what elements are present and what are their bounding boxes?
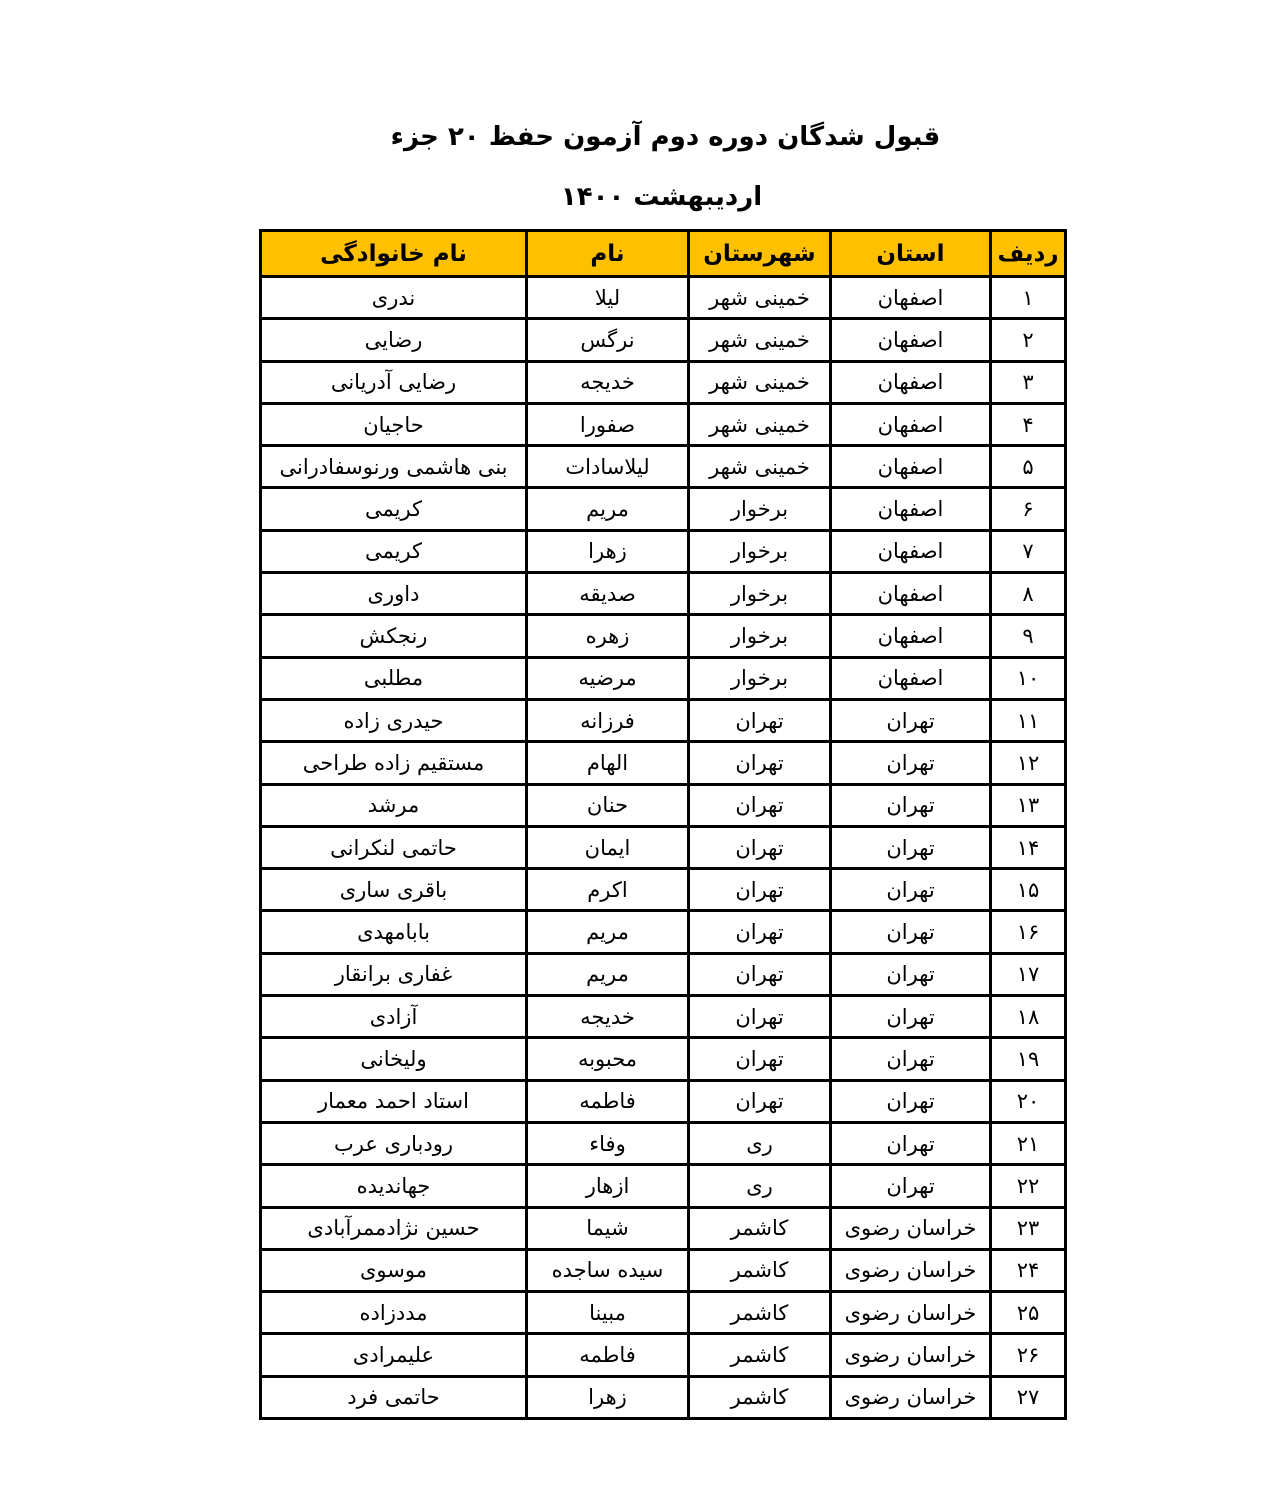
cell-last-name: داوری <box>261 573 527 615</box>
cell-first-name: فرزانه <box>527 699 689 741</box>
table-row <box>261 742 1066 784</box>
cell-row-number: ۲۳ <box>991 1207 1066 1249</box>
cell-city: تهران <box>689 996 831 1038</box>
cell-last-name: حیدری زاده <box>261 699 527 741</box>
cell-province: تهران <box>831 1122 991 1164</box>
cell-first-name: زهره <box>527 615 689 657</box>
cell-first-name: ازهار <box>527 1165 689 1207</box>
cell-province: تهران <box>831 1080 991 1122</box>
cell-province: خراسان رضوی <box>831 1207 991 1249</box>
cell-city: تهران <box>689 869 831 911</box>
table-row <box>261 784 1066 826</box>
table-row <box>261 826 1066 868</box>
table-row <box>261 1080 1066 1122</box>
cell-last-name: کریمی <box>261 530 527 572</box>
cell-last-name: حاتمی لنکرانی <box>261 826 527 868</box>
cell-province: تهران <box>831 699 991 741</box>
cell-province: خراسان رضوی <box>831 1292 991 1334</box>
cell-first-name: محبوبه <box>527 1038 689 1080</box>
cell-last-name: جهاندیده <box>261 1165 527 1207</box>
cell-province: تهران <box>831 996 991 1038</box>
cell-last-name: رنجکش <box>261 615 527 657</box>
cell-last-name: موسوی <box>261 1249 527 1291</box>
cell-last-name: مستقیم زاده طراحی <box>261 742 527 784</box>
cell-row-number: ۱۶ <box>991 911 1066 953</box>
cell-row-number: ۲۷ <box>991 1376 1066 1418</box>
cell-first-name: مریم <box>527 953 689 995</box>
cell-last-name: مرشد <box>261 784 527 826</box>
cell-city: خمینی شهر <box>689 446 831 488</box>
cell-last-name: آزادی <box>261 996 527 1038</box>
cell-first-name: خدیجه <box>527 996 689 1038</box>
cell-first-name: سیده ساجده <box>527 1249 689 1291</box>
cell-last-name: ولیخانی <box>261 1038 527 1080</box>
cell-first-name: لیلا <box>527 277 689 319</box>
cell-first-name: مرضیه <box>527 657 689 699</box>
cell-last-name: استاد احمد معمار <box>261 1080 527 1122</box>
cell-first-name: مریم <box>527 488 689 530</box>
cell-first-name: خدیجه <box>527 361 689 403</box>
cell-row-number: ۹ <box>991 615 1066 657</box>
cell-row-number: ۲۰ <box>991 1080 1066 1122</box>
table-header-row <box>261 231 1066 277</box>
table-row <box>261 615 1066 657</box>
table-row <box>261 1122 1066 1164</box>
table-row <box>261 277 1066 319</box>
cell-last-name: باقری ساری <box>261 869 527 911</box>
cell-row-number: ۳ <box>991 361 1066 403</box>
cell-city: تهران <box>689 742 831 784</box>
table-row <box>261 573 1066 615</box>
cell-province: اصفهان <box>831 657 991 699</box>
cell-first-name: اکرم <box>527 869 689 911</box>
table-row <box>261 361 1066 403</box>
table-row <box>261 446 1066 488</box>
cell-row-number: ۲۵ <box>991 1292 1066 1334</box>
cell-last-name: حاجیان <box>261 403 527 445</box>
cell-last-name: رضایی <box>261 319 527 361</box>
cell-first-name: مریم <box>527 911 689 953</box>
cell-first-name: فاطمه <box>527 1334 689 1376</box>
cell-city: تهران <box>689 826 831 868</box>
cell-row-number: ۲ <box>991 319 1066 361</box>
cell-city: کاشمر <box>689 1292 831 1334</box>
cell-city: تهران <box>689 911 831 953</box>
cell-province: تهران <box>831 911 991 953</box>
cell-row-number: ۲۴ <box>991 1249 1066 1291</box>
cell-last-name: ندری <box>261 277 527 319</box>
cell-city: کاشمر <box>689 1249 831 1291</box>
cell-last-name: مطلبی <box>261 657 527 699</box>
cell-row-number: ۴ <box>991 403 1066 445</box>
cell-province: خراسان رضوی <box>831 1249 991 1291</box>
cell-city: تهران <box>689 784 831 826</box>
cell-city: خمینی شهر <box>689 361 831 403</box>
cell-province: اصفهان <box>831 277 991 319</box>
cell-row-number: ۱۵ <box>991 869 1066 911</box>
cell-last-name: علیمرادی <box>261 1334 527 1376</box>
cell-row-number: ۲۶ <box>991 1334 1066 1376</box>
header-row-number: ردیف <box>991 231 1066 277</box>
cell-province: اصفهان <box>831 573 991 615</box>
table-row <box>261 657 1066 699</box>
cell-province: اصفهان <box>831 361 991 403</box>
cell-province: تهران <box>831 742 991 784</box>
cell-city: خمینی شهر <box>689 277 831 319</box>
table-row <box>261 996 1066 1038</box>
cell-city: تهران <box>689 1038 831 1080</box>
cell-city: کاشمر <box>689 1376 831 1418</box>
table-row <box>261 869 1066 911</box>
cell-city: برخوار <box>689 530 831 572</box>
cell-province: تهران <box>831 784 991 826</box>
cell-city: کاشمر <box>689 1207 831 1249</box>
cell-city: تهران <box>689 953 831 995</box>
cell-row-number: ۵ <box>991 446 1066 488</box>
cell-city: تهران <box>689 1080 831 1122</box>
cell-first-name: صفورا <box>527 403 689 445</box>
table-row <box>261 911 1066 953</box>
table-row <box>261 1165 1066 1207</box>
cell-province: تهران <box>831 826 991 868</box>
cell-province: اصفهان <box>831 403 991 445</box>
cell-row-number: ۸ <box>991 573 1066 615</box>
cell-row-number: ۷ <box>991 530 1066 572</box>
cell-last-name: رضایی آدریانی <box>261 361 527 403</box>
table-row <box>261 1207 1066 1249</box>
cell-row-number: ۲۲ <box>991 1165 1066 1207</box>
cell-city: خمینی شهر <box>689 319 831 361</box>
cell-city: ری <box>689 1122 831 1164</box>
cell-province: تهران <box>831 1038 991 1080</box>
cell-row-number: ۲۱ <box>991 1122 1066 1164</box>
cell-last-name: رودباری عرب <box>261 1122 527 1164</box>
cell-first-name: الهام <box>527 742 689 784</box>
cell-province: اصفهان <box>831 446 991 488</box>
results-table <box>259 229 1067 1420</box>
cell-row-number: ۱۰ <box>991 657 1066 699</box>
cell-row-number: ۱۸ <box>991 996 1066 1038</box>
cell-first-name: وفاء <box>527 1122 689 1164</box>
cell-province: اصفهان <box>831 319 991 361</box>
cell-province: اصفهان <box>831 615 991 657</box>
cell-first-name: نرگس <box>527 319 689 361</box>
cell-city: تهران <box>689 699 831 741</box>
cell-last-name: بابامهدی <box>261 911 527 953</box>
cell-province: خراسان رضوی <box>831 1334 991 1376</box>
cell-city: برخوار <box>689 657 831 699</box>
header-city: شهرستان <box>689 231 831 277</box>
table-row <box>261 1038 1066 1080</box>
table-row <box>261 1249 1066 1291</box>
cell-first-name: زهرا <box>527 530 689 572</box>
header-last-name: نام خانوادگی <box>261 231 527 277</box>
table-row <box>261 1292 1066 1334</box>
cell-first-name: لیلاسادات <box>527 446 689 488</box>
cell-province: تهران <box>831 869 991 911</box>
cell-city: برخوار <box>689 488 831 530</box>
cell-row-number: ۱۱ <box>991 699 1066 741</box>
cell-first-name: مبینا <box>527 1292 689 1334</box>
cell-first-name: فاطمه <box>527 1080 689 1122</box>
cell-first-name: زهرا <box>527 1376 689 1418</box>
cell-city: کاشمر <box>689 1334 831 1376</box>
cell-first-name: ایمان <box>527 826 689 868</box>
cell-city: خمینی شهر <box>689 403 831 445</box>
cell-last-name: مددزاده <box>261 1292 527 1334</box>
cell-row-number: ۱۳ <box>991 784 1066 826</box>
table-row <box>261 953 1066 995</box>
table-body <box>261 277 1066 1419</box>
cell-last-name: کریمی <box>261 488 527 530</box>
cell-city: برخوار <box>689 615 831 657</box>
cell-province: اصفهان <box>831 488 991 530</box>
cell-city: ری <box>689 1165 831 1207</box>
cell-province: تهران <box>831 953 991 995</box>
table-row <box>261 1334 1066 1376</box>
cell-last-name: بنی هاشمی ورنوسفادرانی <box>261 446 527 488</box>
table-row <box>261 319 1066 361</box>
table-row <box>261 530 1066 572</box>
cell-last-name: غفاری برانقار <box>261 953 527 995</box>
table-row <box>261 1376 1066 1418</box>
cell-row-number: ۱۲ <box>991 742 1066 784</box>
cell-city: برخوار <box>689 573 831 615</box>
cell-row-number: ۱۷ <box>991 953 1066 995</box>
cell-first-name: شیما <box>527 1207 689 1249</box>
cell-province: اصفهان <box>831 530 991 572</box>
cell-row-number: ۶ <box>991 488 1066 530</box>
cell-row-number: ۱۹ <box>991 1038 1066 1080</box>
cell-row-number: ۱۴ <box>991 826 1066 868</box>
page-title: قبول شدگان دوره دوم آزمون حفظ ۲۰ جزء <box>390 122 941 152</box>
header-first-name: نام <box>527 231 689 277</box>
table-row <box>261 403 1066 445</box>
cell-province: خراسان رضوی <box>831 1376 991 1418</box>
table-row <box>261 699 1066 741</box>
cell-province: تهران <box>831 1165 991 1207</box>
cell-last-name: حسین نژادممرآبادی <box>261 1207 527 1249</box>
cell-last-name: حاتمی فرد <box>261 1376 527 1418</box>
header-province: استان <box>831 231 991 277</box>
cell-first-name: حنان <box>527 784 689 826</box>
cell-first-name: صدیقه <box>527 573 689 615</box>
cell-row-number: ۱ <box>991 277 1066 319</box>
page-subtitle: اردیبهشت ۱۴۰۰ <box>560 182 763 212</box>
table-row <box>261 488 1066 530</box>
